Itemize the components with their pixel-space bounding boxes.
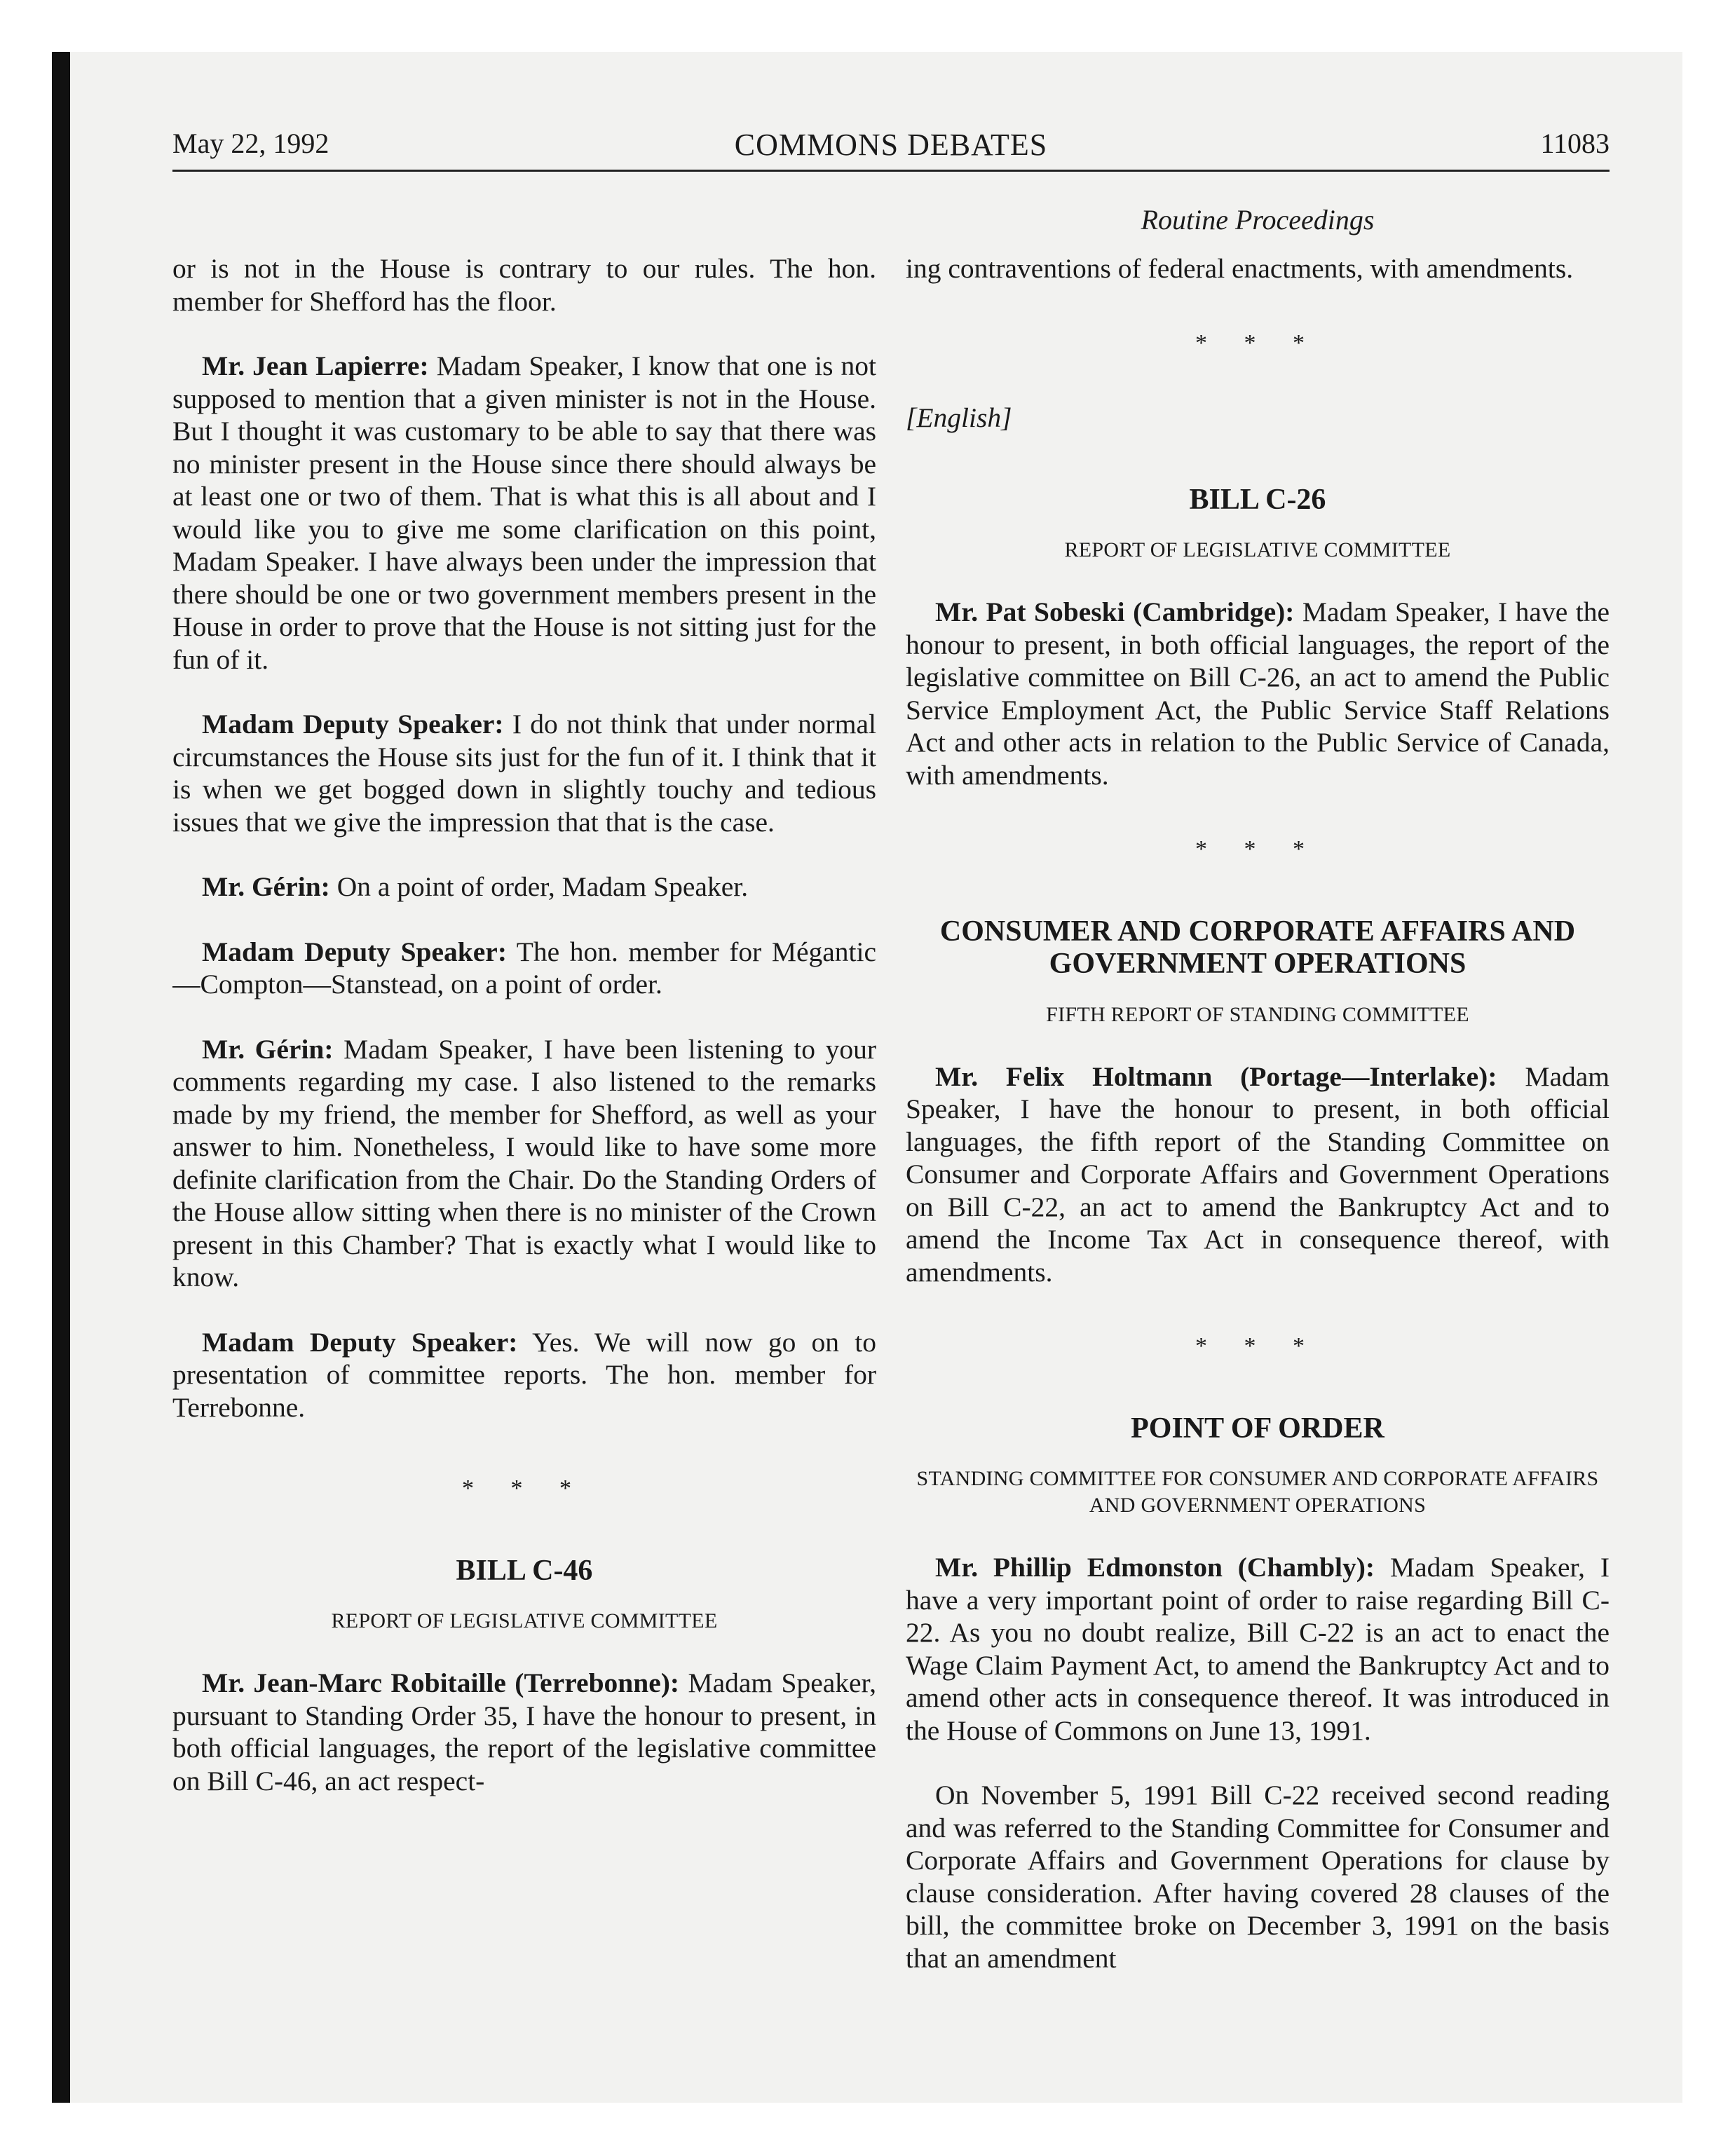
header-publication: COMMONS DEBATES [734, 128, 1048, 162]
paragraph: On November 5, 1991 Bill C-22 received second reading and was referred to the Standing Committee for Consumer and Corporate Affairs and Government Operations for clause by clause consideration. After having covered 28 clauses of the bill, the committee broke on December 3, 1991 on the basis that an amendment [906, 1780, 1610, 1974]
speaker-name: Mr. Felix Holtmann (Portage—Interlake): [935, 1060, 1497, 1092]
speech-paragraph [172, 708, 876, 838]
section-label: Routine Proceedings [1141, 204, 1375, 236]
speech-paragraph [172, 1667, 876, 1797]
speech-paragraph [906, 596, 1610, 791]
speech-paragraph [906, 1060, 1610, 1289]
speech-text: Madam Speaker, pursuant to Standing Order 35, I have the honour to present, in both official languages, the report of the legislative committee on Bill C-46, an act respect- [172, 1667, 876, 1796]
speaker-name: Mr. Jean-Marc Robitaille (Terrebonne): [202, 1667, 680, 1698]
speaker-name: Madam Deputy Speaker: [202, 1326, 518, 1358]
speech-paragraph [172, 1326, 876, 1424]
section-title: POINT OF ORDER [1131, 1412, 1384, 1445]
separator: * * * [1195, 329, 1320, 356]
speaker-name: Mr. Gérin: [202, 1033, 334, 1065]
speech-text: On a point of order, Madam Speaker. [329, 871, 749, 902]
section-subtitle: FIFTH REPORT OF STANDING COMMITTEE [1046, 1002, 1469, 1026]
bill-subtitle: REPORT OF LEGISLATIVE COMMITTEE [331, 1609, 718, 1632]
speaker-name: Mr. Jean Lapierre: [202, 350, 429, 381]
section-title: CONSUMER AND CORPORATE AFFAIRS AND GOVERNMENT OPERATIONS [939, 915, 1576, 980]
header-page-number: 11083 [1540, 128, 1610, 159]
paragraph: or is not in the House is contrary to our rules. The hon. member for Shefford has the floor. [172, 253, 876, 317]
speech-text: Madam Speaker, I have been listening to your comments regarding my case. I also listened to the remarks made by my friend, the member for Shefford, as well as your answer to him. Nonetheless, I would like to have some more definite clarification from the Chair. Do the Standing Orders of the House allow sitting when there is no minister of the Crown present in this Chamber? That is exactly what I would like to know. [172, 1033, 876, 1292]
speech-paragraph [172, 1033, 876, 1294]
bill-subtitle: REPORT OF LEGISLATIVE COMMITTEE [1064, 538, 1451, 561]
speech-paragraph [906, 1551, 1610, 1747]
speech-text: The hon. member for Mégantic—Compton—Stanstead, on a point of order. [172, 936, 876, 999]
speech-paragraph [172, 871, 876, 903]
speaker-name: Madam Deputy Speaker: [202, 709, 504, 739]
page-header [172, 123, 1610, 172]
speaker-name: Madam Deputy Speaker: [202, 936, 507, 967]
bill-title: BILL C-46 [456, 1554, 593, 1587]
section-subtitle: STANDING COMMITTEE FOR CONSUMER AND CORPORATE AFFAIRS AND GOVERNMENT OPERATIONS [916, 1467, 1599, 1517]
right-column [906, 252, 1610, 2047]
separator: * * * [1195, 836, 1320, 862]
speech-text: I do not think that under normal circumstances the House sits just for the fun of it. I think that it is when we get bogged down in slightly touchy and tedious issues that we give the impression that that is the case. [172, 709, 876, 838]
speech-text: Madam Speaker, I have the honour to present, in both official languages, the fifth report of the Standing Committee on Consumer and Corporate Affairs and Government Operations on Bill C-22, an act to amend the Bankruptcy Act and to amend the Income Tax Act in consequence thereof, with amendments. [906, 1060, 1610, 1288]
speech-text: Madam Speaker, I have the honour to present, in both official languages, the report of the legislative committee on Bill C-26, an act to amend the Public Service Employment Act, the Public Service Staff Relations Act and other acts in relation to the Public Service of Canada, with amendments. [906, 596, 1610, 791]
separator: * * * [1195, 1333, 1320, 1359]
header-date: May 22, 1992 [172, 128, 329, 159]
speech-text: Madam Speaker, I have a very important point of order to raise regarding Bill C-22. As you no doubt realize, Bill C-22 is an act to enact the Wage Claim Payment Act, to amend the Bankruptcy Act and to amend other acts in consequence thereof. It was introduced in the House of Commons on June 13, 1991. [906, 1552, 1610, 1746]
speech-text: Madam Speaker, I know that one is not supposed to mention that a given minister is not in the House. But I thought it was customary to be able to say that there was no minister present in the House since there should always be at least one or two of them. That is what this is all about and I would like you to give me some clarification on this point, Madam Speaker. I have always been under the impression that there should be one or two government members present in the House in order to prove that the House is not sitting just for the fun of it. [172, 350, 876, 675]
paragraph: ing contraventions of federal enactments, with amendments. [906, 253, 1574, 284]
language-tag: [English] [906, 402, 1012, 433]
scan-edge-shadow [52, 52, 70, 2103]
bill-title: BILL C-26 [1189, 483, 1326, 516]
speech-paragraph [172, 350, 876, 676]
left-column [172, 252, 876, 2047]
separator: * * * [462, 1475, 587, 1501]
speaker-name: Mr. Pat Sobeski (Cambridge): [935, 596, 1295, 627]
speaker-name: Mr. Gérin: [202, 871, 330, 902]
speaker-name: Mr. Phillip Edmonston (Chambly): [935, 1552, 1375, 1583]
speech-text: Yes. We will now go on to presentation of committee reports. The hon. member for Terrebonne. [172, 1326, 876, 1423]
speech-paragraph [172, 936, 876, 1001]
